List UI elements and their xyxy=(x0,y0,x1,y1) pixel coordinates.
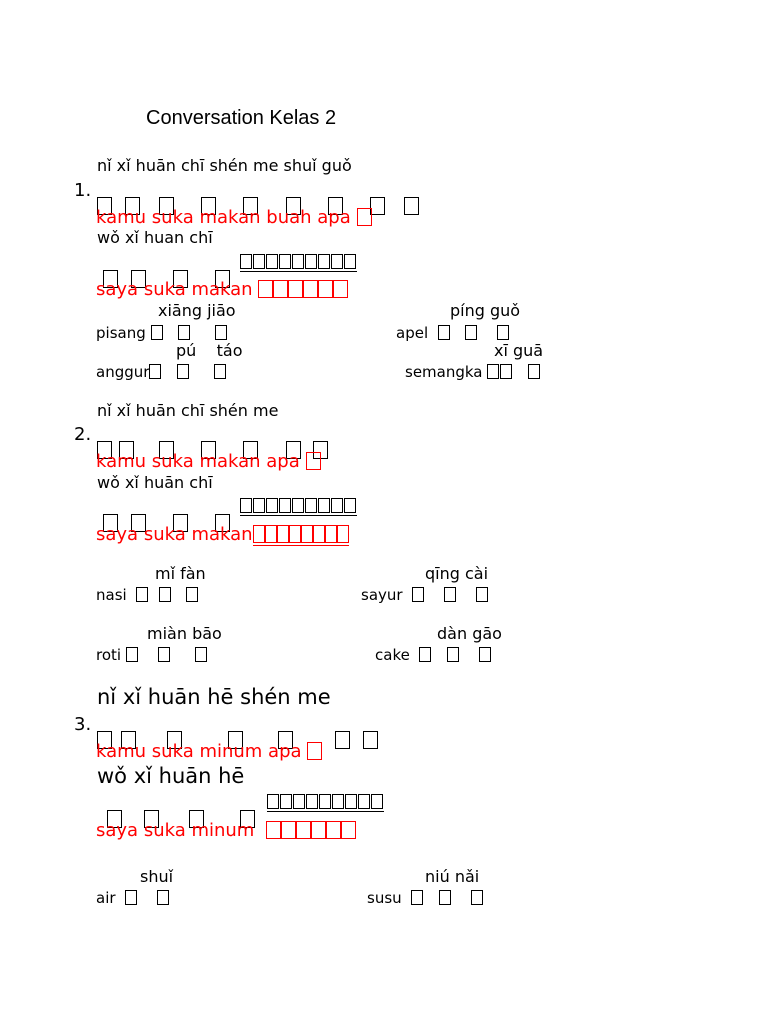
vocab-item: cake xyxy=(375,647,492,663)
vocab-item: sayur xyxy=(361,587,489,603)
vocab-pinyin: xiāng jiāo xyxy=(158,301,236,320)
question-meaning: kamu suka makan apa xyxy=(96,452,321,471)
page-title: Conversation Kelas 2 xyxy=(146,107,337,129)
vocab-pinyin: mǐ fàn xyxy=(155,564,206,583)
vocab-pinyin: xī guā xyxy=(494,341,544,360)
answer-meaning: saya suka makan xyxy=(96,280,348,299)
answer-meaning: saya suka minum xyxy=(96,821,356,840)
vocab-pinyin: pú táo xyxy=(176,341,243,360)
vocab-pinyin: niú nǎi xyxy=(425,867,480,886)
question-pinyin: nǐ xǐ huān hē shén me xyxy=(97,685,331,709)
vocab-pinyin: píng guǒ xyxy=(450,301,521,320)
vocab-item: pisang xyxy=(96,325,228,341)
answer-blank xyxy=(240,254,357,272)
section-number: 2. xyxy=(74,424,92,445)
answer-pinyin: wǒ xǐ huan chī xyxy=(97,228,213,247)
question-meaning: kamu suka minum apa xyxy=(96,742,322,761)
section-number: 1. xyxy=(74,180,92,201)
vocab-item: apel xyxy=(396,325,510,341)
section-number: 3. xyxy=(74,714,92,735)
vocab-item: susu xyxy=(367,890,484,906)
answer-blank xyxy=(240,498,357,516)
vocab-item: air xyxy=(96,890,170,906)
answer-pinyin: wǒ xǐ huān hē xyxy=(97,764,245,788)
vocab-pinyin: shuǐ xyxy=(140,867,174,886)
vocab-pinyin: qīng cài xyxy=(425,564,489,583)
question-pinyin: nǐ xǐ huān chī shén me shuǐ guǒ xyxy=(97,156,352,175)
question-pinyin: nǐ xǐ huān chī shén me xyxy=(97,401,279,420)
vocab-item: roti xyxy=(96,647,208,663)
vocab-pinyin: miàn bāo xyxy=(147,624,222,643)
vocab-item: nasi xyxy=(96,587,199,603)
vocab-pinyin: dàn gāo xyxy=(437,624,502,643)
vocab-item: anggur xyxy=(96,364,227,380)
answer-meaning: saya suka makan xyxy=(96,525,349,544)
answer-pinyin: wǒ xǐ huān chī xyxy=(97,473,213,492)
question-meaning: kamu suka makan buah apa xyxy=(96,208,372,227)
vocab-item: semangka xyxy=(405,364,541,380)
answer-blank xyxy=(267,794,384,812)
